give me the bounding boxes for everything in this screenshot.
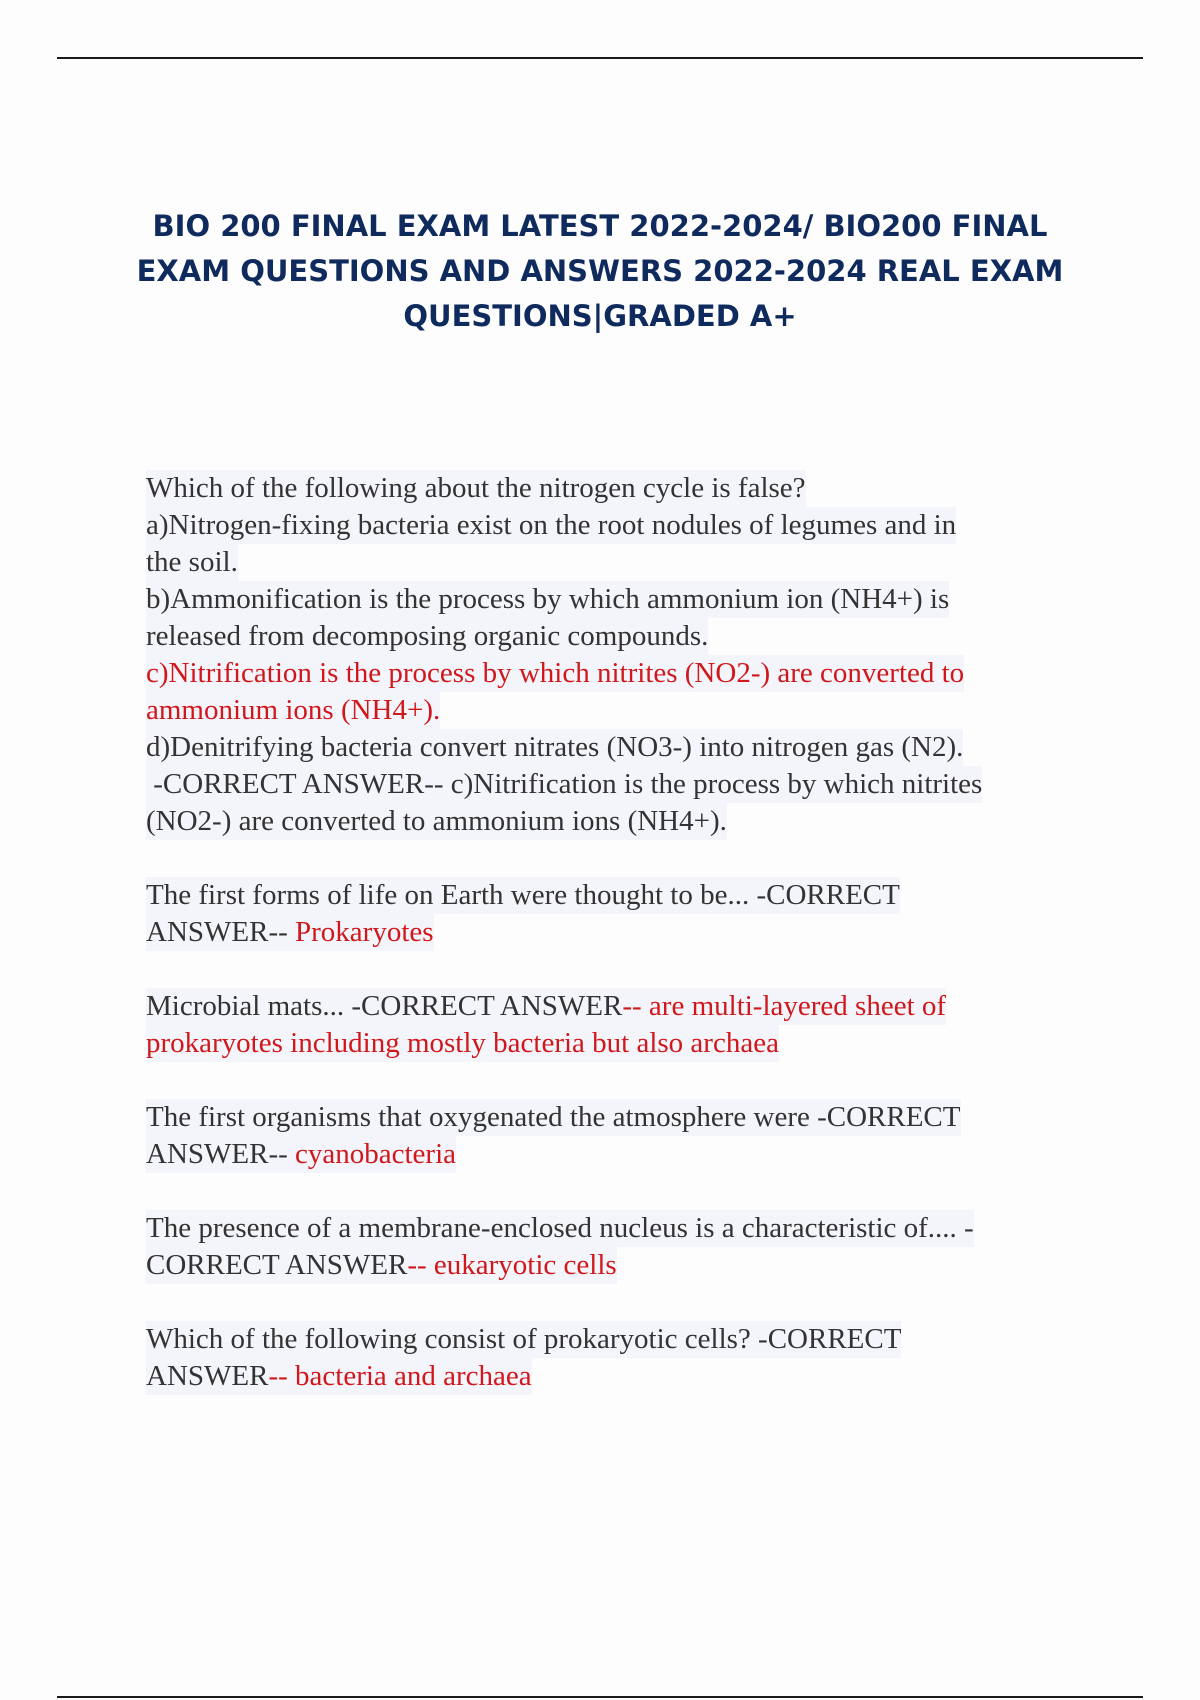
- question-text: The presence of a membrane-enclosed nucleus is a characteristic of.... -: [146, 1210, 974, 1247]
- title-line: BIO 200 FINAL EXAM LATEST 2022-2024/ BIO200 FINAL: [152, 209, 1048, 243]
- title-line: QUESTIONS|GRADED A+: [403, 299, 797, 333]
- answer-text: cyanobacteria: [295, 1138, 457, 1170]
- document-title: [100, 204, 1100, 339]
- qa-content: [146, 470, 1086, 1395]
- answer-label: ANSWER: [146, 1360, 269, 1392]
- answer-text: -- bacteria and archaea: [268, 1360, 532, 1392]
- answer-text: -- are multi-layered sheet of: [622, 990, 947, 1022]
- answer-text: -- eukaryotic cells: [407, 1249, 617, 1281]
- answer-line: -CORRECT ANSWER-- c)Nitrification is the process by which nitrites: [146, 766, 982, 803]
- bottom-rule: [57, 1696, 1143, 1698]
- answer-line: [146, 914, 434, 951]
- question-nucleus: [146, 1210, 1086, 1284]
- answer-label: ANSWER--: [146, 916, 296, 948]
- option-c-line-highlighted: ammonium ions (NH4+).: [146, 692, 440, 729]
- question-text: [146, 988, 946, 1025]
- answer-line: [146, 1247, 617, 1284]
- answer-line: [146, 1136, 456, 1173]
- option-c-line-highlighted: c)Nitrification is the process by which nitrites (NO2-) are converted to: [146, 655, 964, 692]
- question-text: Which of the following about the nitrogen cycle is false?: [146, 470, 806, 507]
- option-b-line: b)Ammonification is the process by which ammonium ion (NH4+) is: [146, 581, 949, 618]
- option-b-line: released from decomposing organic compounds.: [146, 618, 708, 655]
- question-microbial-mats: [146, 988, 1086, 1062]
- question-prokaryotic-cells: [146, 1321, 1086, 1395]
- title-line: EXAM QUESTIONS AND ANSWERS 2022-2024 REAL EXAM: [136, 254, 1064, 288]
- option-d-line: d)Denitrifying bacteria convert nitrates (NO3-) into nitrogen gas (N2).: [146, 729, 963, 766]
- answer-label: CORRECT ANSWER: [146, 1249, 408, 1281]
- answer-label: ANSWER--: [146, 1138, 296, 1170]
- question-first-life: [146, 877, 1086, 951]
- question-text: Which of the following consist of prokaryotic cells? -CORRECT: [146, 1321, 901, 1358]
- answer-text: Prokaryotes: [295, 916, 434, 948]
- answer-line: [146, 1358, 532, 1395]
- question-text: The first organisms that oxygenated the atmosphere were -CORRECT: [146, 1099, 961, 1136]
- question-nitrogen-cycle: [146, 470, 1086, 840]
- question-label: Microbial mats... -CORRECT ANSWER: [146, 990, 623, 1022]
- option-a-line: the soil.: [146, 544, 238, 581]
- answer-text: prokaryotes including mostly bacteria but also archaea: [146, 1025, 779, 1062]
- top-rule: [57, 57, 1143, 59]
- option-a-line: a)Nitrogen-fixing bacteria exist on the root nodules of legumes and in: [146, 507, 956, 544]
- question-text: The first forms of life on Earth were thought to be... -CORRECT: [146, 877, 900, 914]
- answer-line: (NO2-) are converted to ammonium ions (NH4+).: [146, 803, 727, 840]
- question-oxygenated-atmosphere: [146, 1099, 1086, 1173]
